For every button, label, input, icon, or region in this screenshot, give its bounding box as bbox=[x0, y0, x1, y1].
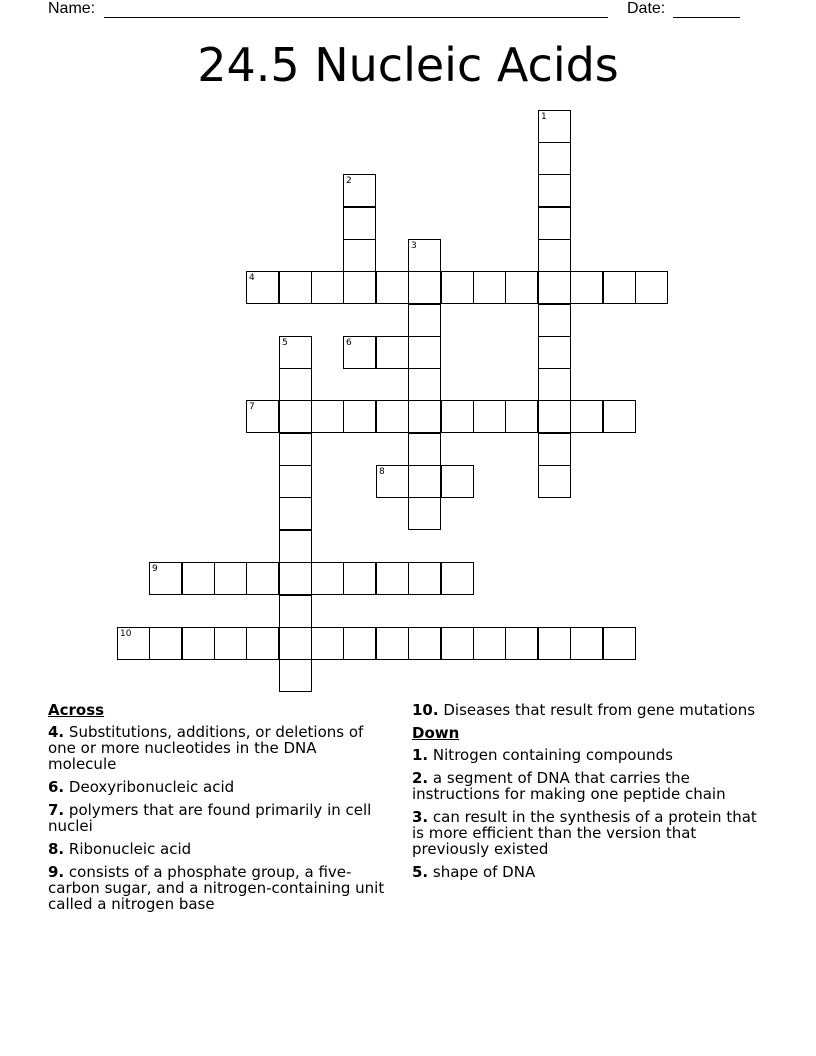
clue-item bbox=[48, 864, 388, 912]
grid-cell[interactable] bbox=[538, 271, 571, 304]
cell-number: 2 bbox=[346, 176, 352, 186]
cell-number: 3 bbox=[411, 241, 417, 251]
grid-cell[interactable] bbox=[408, 562, 441, 595]
clue-text: shape of DNA bbox=[432, 863, 536, 881]
grid-cell[interactable] bbox=[441, 400, 474, 433]
grid-cell[interactable] bbox=[473, 627, 506, 660]
grid-cell[interactable] bbox=[538, 400, 571, 433]
grid-cell[interactable] bbox=[279, 400, 312, 433]
grid-cell[interactable] bbox=[538, 207, 571, 240]
clue-item bbox=[412, 702, 762, 718]
clue-item bbox=[412, 809, 762, 857]
clue-number: 7. bbox=[48, 801, 65, 819]
grid-cell[interactable] bbox=[538, 142, 571, 175]
grid-cell[interactable] bbox=[214, 627, 247, 660]
grid-cell[interactable] bbox=[117, 627, 150, 660]
name-label: Name: bbox=[48, 0, 96, 17]
grid-cell[interactable] bbox=[408, 336, 441, 369]
grid-cell[interactable] bbox=[149, 627, 182, 660]
cell-number: 6 bbox=[346, 338, 352, 348]
grid-cell[interactable] bbox=[279, 627, 312, 660]
grid-cell[interactable] bbox=[343, 336, 376, 369]
grid-cell[interactable] bbox=[376, 271, 409, 304]
clue-number: 6. bbox=[48, 778, 65, 796]
grid-cell[interactable] bbox=[635, 271, 668, 304]
grid-cell[interactable] bbox=[343, 207, 376, 240]
clue-text: Deoxyribonucleic acid bbox=[68, 778, 235, 796]
grid-cell[interactable] bbox=[279, 595, 312, 628]
grid-cell[interactable] bbox=[182, 562, 215, 595]
clue-number: 8. bbox=[48, 840, 65, 858]
grid-cell[interactable] bbox=[343, 174, 376, 207]
grid-cell[interactable] bbox=[246, 562, 279, 595]
grid-cell[interactable] bbox=[441, 627, 474, 660]
grid-cell[interactable] bbox=[408, 627, 441, 660]
grid-cell[interactable] bbox=[538, 174, 571, 207]
clue-item bbox=[48, 779, 388, 795]
grid-cell[interactable] bbox=[279, 497, 312, 530]
clue-item bbox=[48, 802, 388, 834]
clue-text: a segment of DNA that carries the instructions for making one peptide chain bbox=[412, 769, 726, 803]
grid-cell[interactable] bbox=[408, 368, 441, 401]
grid-cell[interactable] bbox=[538, 110, 571, 143]
clue-text: Diseases that result from gene mutations bbox=[443, 701, 756, 719]
clue-item bbox=[412, 770, 762, 802]
clue-number: 10. bbox=[412, 701, 439, 719]
grid-cell[interactable] bbox=[441, 465, 474, 498]
grid-cell[interactable] bbox=[603, 400, 636, 433]
grid-cell[interactable] bbox=[149, 562, 182, 595]
grid-cell[interactable] bbox=[603, 627, 636, 660]
grid-cell[interactable] bbox=[603, 271, 636, 304]
grid-cell[interactable] bbox=[538, 304, 571, 337]
grid-cell[interactable] bbox=[538, 239, 571, 272]
grid-cell[interactable] bbox=[408, 304, 441, 337]
grid-cell[interactable] bbox=[570, 271, 603, 304]
cell-number: 7 bbox=[249, 402, 255, 412]
grid-cell[interactable] bbox=[214, 562, 247, 595]
grid-cell[interactable] bbox=[279, 659, 312, 692]
date-label: Date: bbox=[627, 0, 666, 17]
grid-cell[interactable] bbox=[441, 271, 474, 304]
cell-number: 4 bbox=[249, 273, 255, 283]
grid-cell[interactable] bbox=[376, 627, 409, 660]
page-title: 24.5 Nucleic Acids bbox=[197, 38, 619, 92]
clue-number: 9. bbox=[48, 863, 65, 881]
grid-cell[interactable] bbox=[570, 400, 603, 433]
clues-column-right bbox=[412, 702, 762, 887]
cell-number: 5 bbox=[282, 338, 288, 348]
grid-cell[interactable] bbox=[311, 562, 344, 595]
cell-number: 8 bbox=[379, 467, 385, 477]
down-heading: Down bbox=[412, 724, 460, 742]
clue-item bbox=[48, 724, 388, 772]
grid-cell[interactable] bbox=[505, 627, 538, 660]
grid-cell[interactable] bbox=[408, 271, 441, 304]
clue-number: 5. bbox=[412, 863, 429, 881]
grid-cell[interactable] bbox=[473, 400, 506, 433]
clue-item bbox=[48, 841, 388, 857]
grid-cell[interactable] bbox=[473, 271, 506, 304]
grid-cell[interactable] bbox=[408, 239, 441, 272]
grid-cell[interactable] bbox=[408, 400, 441, 433]
grid-cell[interactable] bbox=[343, 400, 376, 433]
grid-cell[interactable] bbox=[376, 400, 409, 433]
grid-cell[interactable] bbox=[376, 336, 409, 369]
grid-cell[interactable] bbox=[343, 627, 376, 660]
grid-cell[interactable] bbox=[376, 465, 409, 498]
grid-cell[interactable] bbox=[538, 627, 571, 660]
grid-cell[interactable] bbox=[343, 562, 376, 595]
grid-cell[interactable] bbox=[279, 530, 312, 563]
grid-cell[interactable] bbox=[279, 271, 312, 304]
clue-item bbox=[412, 747, 762, 763]
clue-text: polymers that are found primarily in cell nuclei bbox=[48, 801, 372, 835]
clue-number: 4. bbox=[48, 723, 65, 741]
across-heading: Across bbox=[48, 701, 105, 719]
grid-cell[interactable] bbox=[538, 465, 571, 498]
grid-cell[interactable] bbox=[505, 271, 538, 304]
grid-cell[interactable] bbox=[408, 433, 441, 466]
cell-number: 1 bbox=[541, 112, 547, 122]
grid-cell[interactable] bbox=[311, 400, 344, 433]
grid-cell[interactable] bbox=[538, 433, 571, 466]
clue-number: 3. bbox=[412, 808, 429, 826]
grid-cell[interactable] bbox=[246, 271, 279, 304]
grid-cell[interactable] bbox=[343, 271, 376, 304]
grid-cell[interactable] bbox=[441, 562, 474, 595]
grid-cell[interactable] bbox=[279, 465, 312, 498]
cell-number: 10 bbox=[120, 629, 132, 639]
clue-text: Ribonucleic acid bbox=[68, 840, 192, 858]
clue-text: can result in the synthesis of a protein that is more efficient than the version that previously existed bbox=[412, 808, 757, 858]
clue-text: Nitrogen containing compounds bbox=[432, 746, 673, 764]
grid-cell[interactable] bbox=[538, 336, 571, 369]
grid-cell[interactable] bbox=[246, 400, 279, 433]
grid-cell[interactable] bbox=[182, 627, 215, 660]
grid-cell[interactable] bbox=[246, 627, 279, 660]
grid-cell[interactable] bbox=[376, 562, 409, 595]
grid-cell[interactable] bbox=[279, 562, 312, 595]
clue-number: 1. bbox=[412, 746, 429, 764]
grid-cell[interactable] bbox=[408, 465, 441, 498]
grid-cell[interactable] bbox=[408, 497, 441, 530]
grid-cell[interactable] bbox=[343, 239, 376, 272]
grid-cell[interactable] bbox=[570, 627, 603, 660]
grid-cell[interactable] bbox=[505, 400, 538, 433]
grid-cell[interactable] bbox=[538, 368, 571, 401]
clue-text: consists of a phosphate group, a five-carbon sugar, and a nitrogen-containing unit called a nitrogen base bbox=[48, 863, 385, 913]
grid-cell[interactable] bbox=[311, 627, 344, 660]
grid-cell[interactable] bbox=[311, 271, 344, 304]
clue-text: Substitutions, additions, or deletions of one or more nucleotides in the DNA molecule bbox=[48, 723, 364, 773]
clues-column-left bbox=[48, 702, 388, 919]
grid-cell[interactable] bbox=[279, 368, 312, 401]
clue-number: 2. bbox=[412, 769, 429, 787]
grid-cell[interactable] bbox=[279, 433, 312, 466]
clue-item bbox=[412, 864, 762, 880]
grid-cell[interactable] bbox=[279, 336, 312, 369]
cell-number: 9 bbox=[152, 564, 158, 574]
